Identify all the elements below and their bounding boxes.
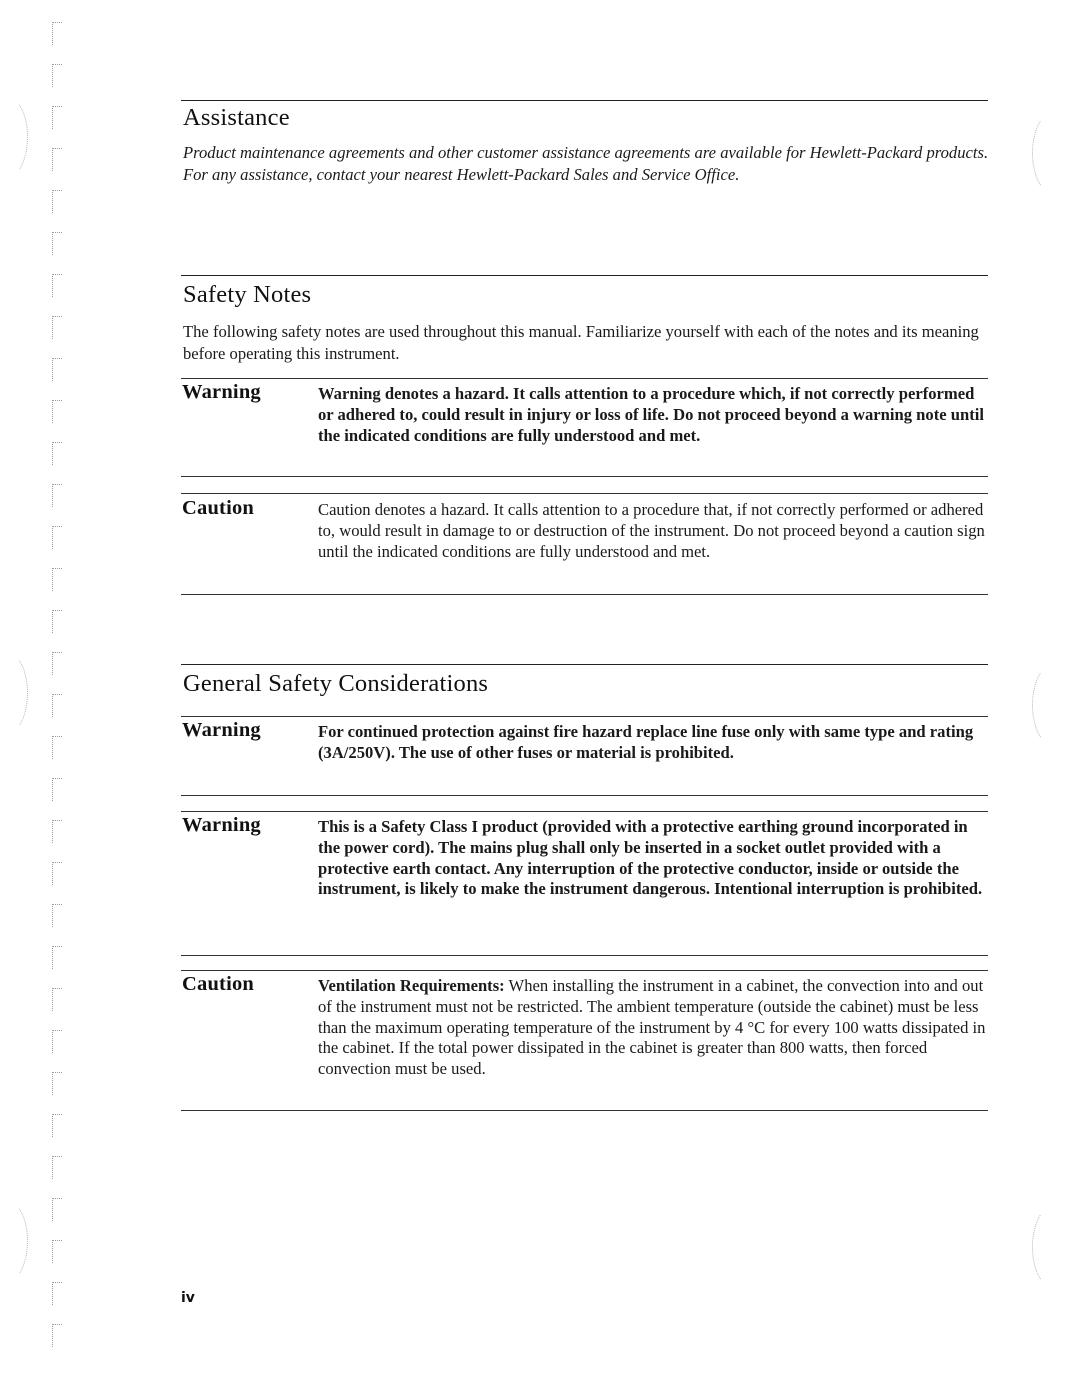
assistance-text: Product maintenance agreements and other customer assistance agreements are available for Hewlett-Packard products. For any assistance, contact your nearest Hewlett-Packard Sales and Service Office. bbox=[183, 143, 989, 184]
section-heading: Assistance bbox=[183, 104, 290, 131]
note-label: Warning bbox=[182, 381, 261, 403]
note-label: Warning bbox=[182, 814, 261, 836]
binding-mark bbox=[52, 400, 62, 423]
binding-mark bbox=[52, 778, 62, 801]
punch-hole bbox=[0, 652, 28, 734]
section-heading: General Safety Considerations bbox=[183, 670, 489, 697]
binding-mark bbox=[52, 946, 62, 969]
note-divider bbox=[181, 970, 988, 971]
note-text: Warning denotes a hazard. It calls attention to a procedure which, if not correctly performed or adhered to, could result in injury or loss of life. Do not proceed beyond a warning note until the indicated conditions are fully understood and met. bbox=[318, 384, 984, 445]
note-divider bbox=[181, 594, 988, 595]
binding-mark bbox=[52, 1324, 62, 1347]
binding-mark bbox=[52, 484, 62, 507]
punch-hole bbox=[0, 96, 28, 178]
binding-mark bbox=[52, 1030, 62, 1053]
note-text: For continued protection against fire hazard replace line fuse only with same type and rating (3A/250V). The use of other fuses or material is prohibited. bbox=[318, 722, 974, 762]
binding-mark bbox=[52, 988, 62, 1011]
note-divider bbox=[181, 795, 988, 796]
binding-mark bbox=[52, 1114, 62, 1137]
punch-hole bbox=[0, 1200, 28, 1282]
binding-mark bbox=[52, 652, 62, 675]
binding-mark bbox=[52, 1072, 62, 1095]
binding-mark bbox=[52, 22, 62, 45]
binding-mark bbox=[52, 358, 62, 381]
binding-mark bbox=[52, 148, 62, 171]
binding-mark bbox=[52, 526, 62, 549]
binding-mark bbox=[52, 1282, 62, 1305]
note-divider bbox=[181, 493, 988, 494]
binding-mark bbox=[52, 442, 62, 465]
binding-mark bbox=[52, 64, 62, 87]
note-text: Caution denotes a hazard. It calls attention to a procedure that, if not correctly performed or adhered to, would result in damage to or destruction of the instrument. Do not proceed beyond a caution sign until the indicated conditions are fully understood and met. bbox=[318, 500, 985, 561]
binding-mark bbox=[52, 610, 62, 633]
note-text-body: When installing the instrument in a cabinet, the convection into and out of the instrument must not be restricted. The ambient temperature (outside the cabinet) must be less than the maximum operating temperature of the instrument by 4 °C for every 100 watts dissipated in the cabinet. If the total power dissipated in the cabinet is greater than 800 watts, then forced convection must be used. bbox=[318, 976, 986, 1079]
safety-notes-intro: The following safety notes are used throughout this manual. Familiarize yourself with each of the notes and its meaning before operating this instrument. bbox=[183, 322, 979, 363]
note-divider bbox=[181, 811, 988, 812]
binding-mark bbox=[52, 1198, 62, 1221]
note-text bbox=[318, 976, 986, 1080]
note-label: Caution bbox=[182, 973, 255, 995]
binding-mark bbox=[52, 694, 62, 717]
note-label: Warning bbox=[182, 719, 261, 741]
section-divider bbox=[181, 275, 988, 276]
punch-hole bbox=[1032, 664, 1074, 746]
binding-mark bbox=[52, 904, 62, 927]
binding-mark bbox=[52, 820, 62, 843]
binding-mark bbox=[52, 232, 62, 255]
note-lead: Ventilation Requirements: bbox=[318, 976, 505, 995]
note-divider bbox=[181, 716, 988, 717]
binding-mark bbox=[52, 274, 62, 297]
note-text: This is a Safety Class I product (provided with a protective earthing ground incorporated in the power cord). The mains plug shall only be inserted in a socket outlet provided with a protective earth contact. Any interruption of the protective conductor, inside or outside the instrument, is likely to make the instrument dangerous. Intentional interruption is prohibited. bbox=[318, 817, 983, 899]
note-divider bbox=[181, 476, 988, 477]
binding-mark bbox=[52, 190, 62, 213]
punch-hole bbox=[1032, 112, 1074, 194]
note-divider bbox=[181, 378, 988, 379]
page-number: iv bbox=[181, 1290, 195, 1306]
binding-mark bbox=[52, 862, 62, 885]
section-divider bbox=[181, 664, 988, 665]
note-label: Caution bbox=[182, 497, 255, 519]
section-heading: Safety Notes bbox=[183, 281, 312, 308]
note-divider bbox=[181, 955, 988, 956]
binding-mark bbox=[52, 568, 62, 591]
binding-mark bbox=[52, 106, 62, 129]
note-divider bbox=[181, 1110, 988, 1111]
binding-mark bbox=[52, 316, 62, 339]
binding-mark bbox=[52, 1156, 62, 1179]
binding-mark bbox=[52, 1240, 62, 1263]
section-divider bbox=[181, 100, 988, 101]
punch-hole bbox=[1032, 1206, 1074, 1288]
binding-mark bbox=[52, 736, 62, 759]
